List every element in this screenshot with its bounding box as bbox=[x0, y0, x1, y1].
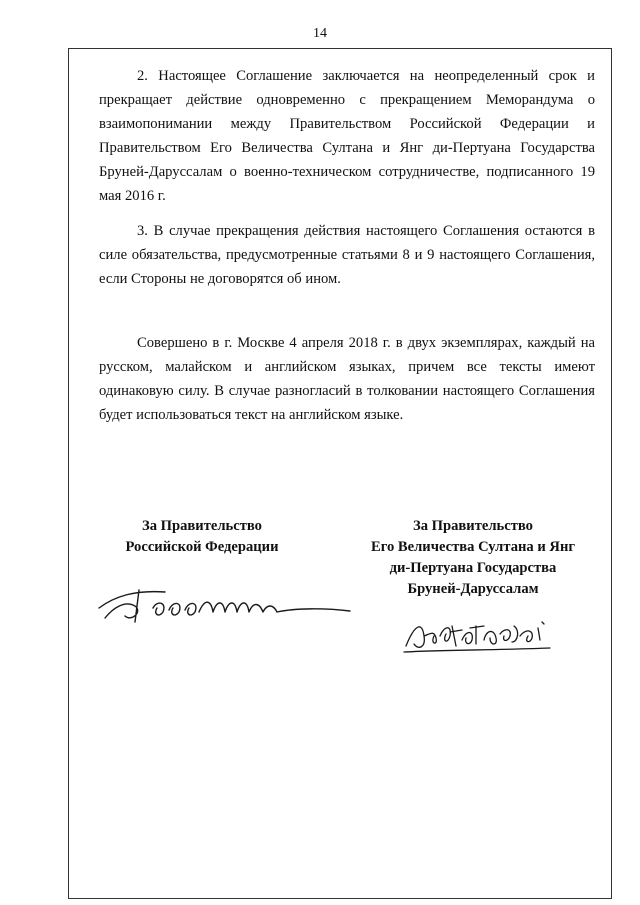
signatory-brunei-line1: За Правительство bbox=[413, 518, 533, 534]
signature-brunei-icon bbox=[400, 606, 560, 658]
paragraph-term: 2. Настоящее Соглашение заключается на неопределенный срок и прекращает действие одновременно с прекращением Меморандума о взаимопонимании между Правительством Российской Федерации и Правительством Его Величества Султана и Янг ди-Пертуана Государства Бруней-Даруссалам о военно-техническом сотрудничестве, подписанного 19 мая 2016 г. bbox=[99, 68, 595, 204]
signatory-brunei-line2: Его Величества Султана и Янг bbox=[370, 539, 576, 555]
signatory-russia-line1: За Правительство bbox=[142, 518, 262, 534]
page-number: 14 bbox=[313, 26, 327, 41]
signatory-brunei-line3: ди-Пертуана Государства bbox=[389, 560, 557, 576]
signatory-russia-line2: Российской Федерации bbox=[125, 539, 279, 555]
signature-russia-icon bbox=[95, 578, 355, 626]
paragraph-done-at: Совершено в г. Москве 4 апреля 2018 г. в двух экземплярах, каждый на русском, малайском и английском языках, причем все тексты имеют одинаковую силу. В случае разногласий в толковании настоящего Соглашения будет использоваться текст на английском языке. bbox=[99, 335, 595, 423]
signatory-russia-title bbox=[96, 516, 308, 558]
paragraph-obligations: 3. В случае прекращения действия настоящего Соглашения остаются в силе обязательства, предусмотренные статьями 8 и 9 настоящего Соглашения, если Стороны не договорятся об ином. bbox=[99, 223, 595, 287]
signatory-brunei-line4: Бруней-Даруссалам bbox=[407, 581, 539, 597]
signatory-brunei-title bbox=[340, 516, 606, 600]
